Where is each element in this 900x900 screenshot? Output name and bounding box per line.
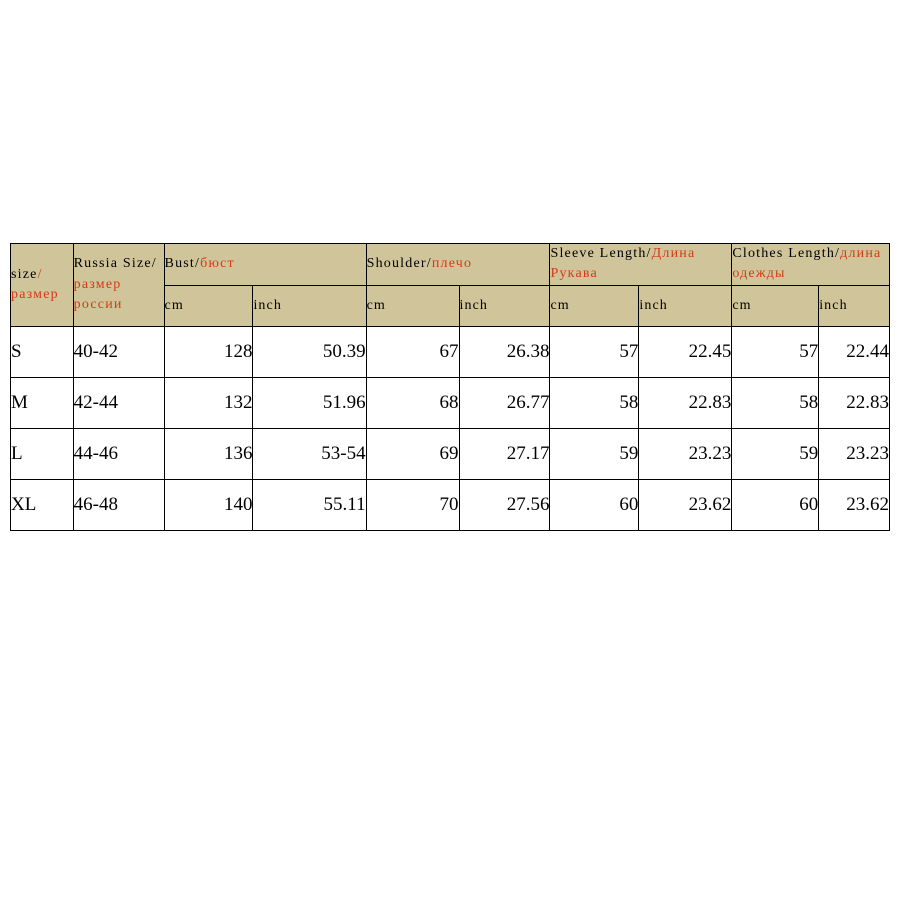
cell-bust-cm: 132	[164, 377, 253, 428]
cell-sleeve-cm: 57	[550, 326, 639, 377]
cell-shoulder-inch: 26.77	[459, 377, 550, 428]
header-clothes-en: Clothes Length/	[732, 246, 841, 261]
cell-shoulder-cm: 69	[366, 428, 459, 479]
cell-size: S	[11, 326, 74, 377]
cell-clothes-inch: 23.23	[819, 428, 890, 479]
cell-shoulder-inch: 27.17	[459, 428, 550, 479]
cell-sleeve-inch: 23.23	[639, 428, 732, 479]
cell-sleeve-cm: 58	[550, 377, 639, 428]
cell-sleeve-cm: 60	[550, 479, 639, 530]
header-bust-cm: cm	[164, 285, 253, 326]
header-size-ru: /размер	[11, 266, 59, 302]
cell-shoulder-inch: 26.38	[459, 326, 550, 377]
table-row	[11, 326, 890, 377]
cell-russia-size: 44-46	[73, 428, 164, 479]
header-sleeve-ru: Длина Рукава	[550, 246, 696, 282]
header-bust-en: Bust/	[164, 256, 201, 272]
cell-clothes-inch: 22.83	[819, 377, 890, 428]
header-russia-ru: размер россии	[73, 276, 123, 312]
header-clothes	[732, 244, 890, 286]
cell-clothes-cm: 60	[732, 479, 819, 530]
size-chart-table	[10, 243, 890, 531]
header-shoulder-ru: плечо	[431, 256, 473, 272]
header-shoulder-inch: inch	[459, 285, 550, 326]
header-sleeve-en: Sleeve Length/	[550, 246, 652, 261]
header-bust	[164, 244, 366, 286]
cell-shoulder-cm: 67	[366, 326, 459, 377]
header-bust-ru: бюст	[200, 256, 235, 272]
header-shoulder-en: Shoulder/	[366, 256, 432, 272]
header-sleeve-cm: cm	[550, 285, 639, 326]
cell-clothes-cm: 57	[732, 326, 819, 377]
header-clothes-cm: cm	[732, 285, 819, 326]
header-clothes-inch: inch	[819, 285, 890, 326]
cell-clothes-cm: 59	[732, 428, 819, 479]
header-shoulder-cm: cm	[366, 285, 459, 326]
cell-size: M	[11, 377, 74, 428]
cell-russia-size: 46-48	[73, 479, 164, 530]
cell-size: L	[11, 428, 74, 479]
cell-size: XL	[11, 479, 74, 530]
cell-bust-inch: 55.11	[253, 479, 366, 530]
header-bust-inch: inch	[253, 285, 366, 326]
cell-bust-inch: 50.39	[253, 326, 366, 377]
table-row	[11, 479, 890, 530]
table-row	[11, 428, 890, 479]
cell-sleeve-inch: 22.45	[639, 326, 732, 377]
header-shoulder	[366, 244, 550, 286]
cell-russia-size: 42-44	[73, 377, 164, 428]
cell-shoulder-inch: 27.56	[459, 479, 550, 530]
table-row	[11, 377, 890, 428]
cell-clothes-inch: 22.44	[819, 326, 890, 377]
cell-bust-inch: 53-54	[253, 428, 366, 479]
header-sleeve-inch: inch	[639, 285, 732, 326]
header-russia-size	[73, 244, 164, 327]
cell-bust-cm: 136	[164, 428, 253, 479]
header-clothes-ru: длина одежды	[732, 246, 882, 282]
cell-shoulder-cm: 68	[366, 377, 459, 428]
cell-clothes-cm: 58	[732, 377, 819, 428]
cell-bust-cm: 128	[164, 326, 253, 377]
header-size-en: size	[11, 266, 38, 282]
cell-russia-size: 40-42	[73, 326, 164, 377]
cell-shoulder-cm: 70	[366, 479, 459, 530]
cell-sleeve-inch: 23.62	[639, 479, 732, 530]
header-size	[11, 244, 74, 327]
cell-bust-cm: 140	[164, 479, 253, 530]
cell-sleeve-inch: 22.83	[639, 377, 732, 428]
cell-bust-inch: 51.96	[253, 377, 366, 428]
cell-clothes-inch: 23.62	[819, 479, 890, 530]
header-russia-en: Russia Size/	[73, 256, 157, 272]
cell-sleeve-cm: 59	[550, 428, 639, 479]
header-sleeve	[550, 244, 732, 286]
header-title-row	[11, 244, 890, 286]
